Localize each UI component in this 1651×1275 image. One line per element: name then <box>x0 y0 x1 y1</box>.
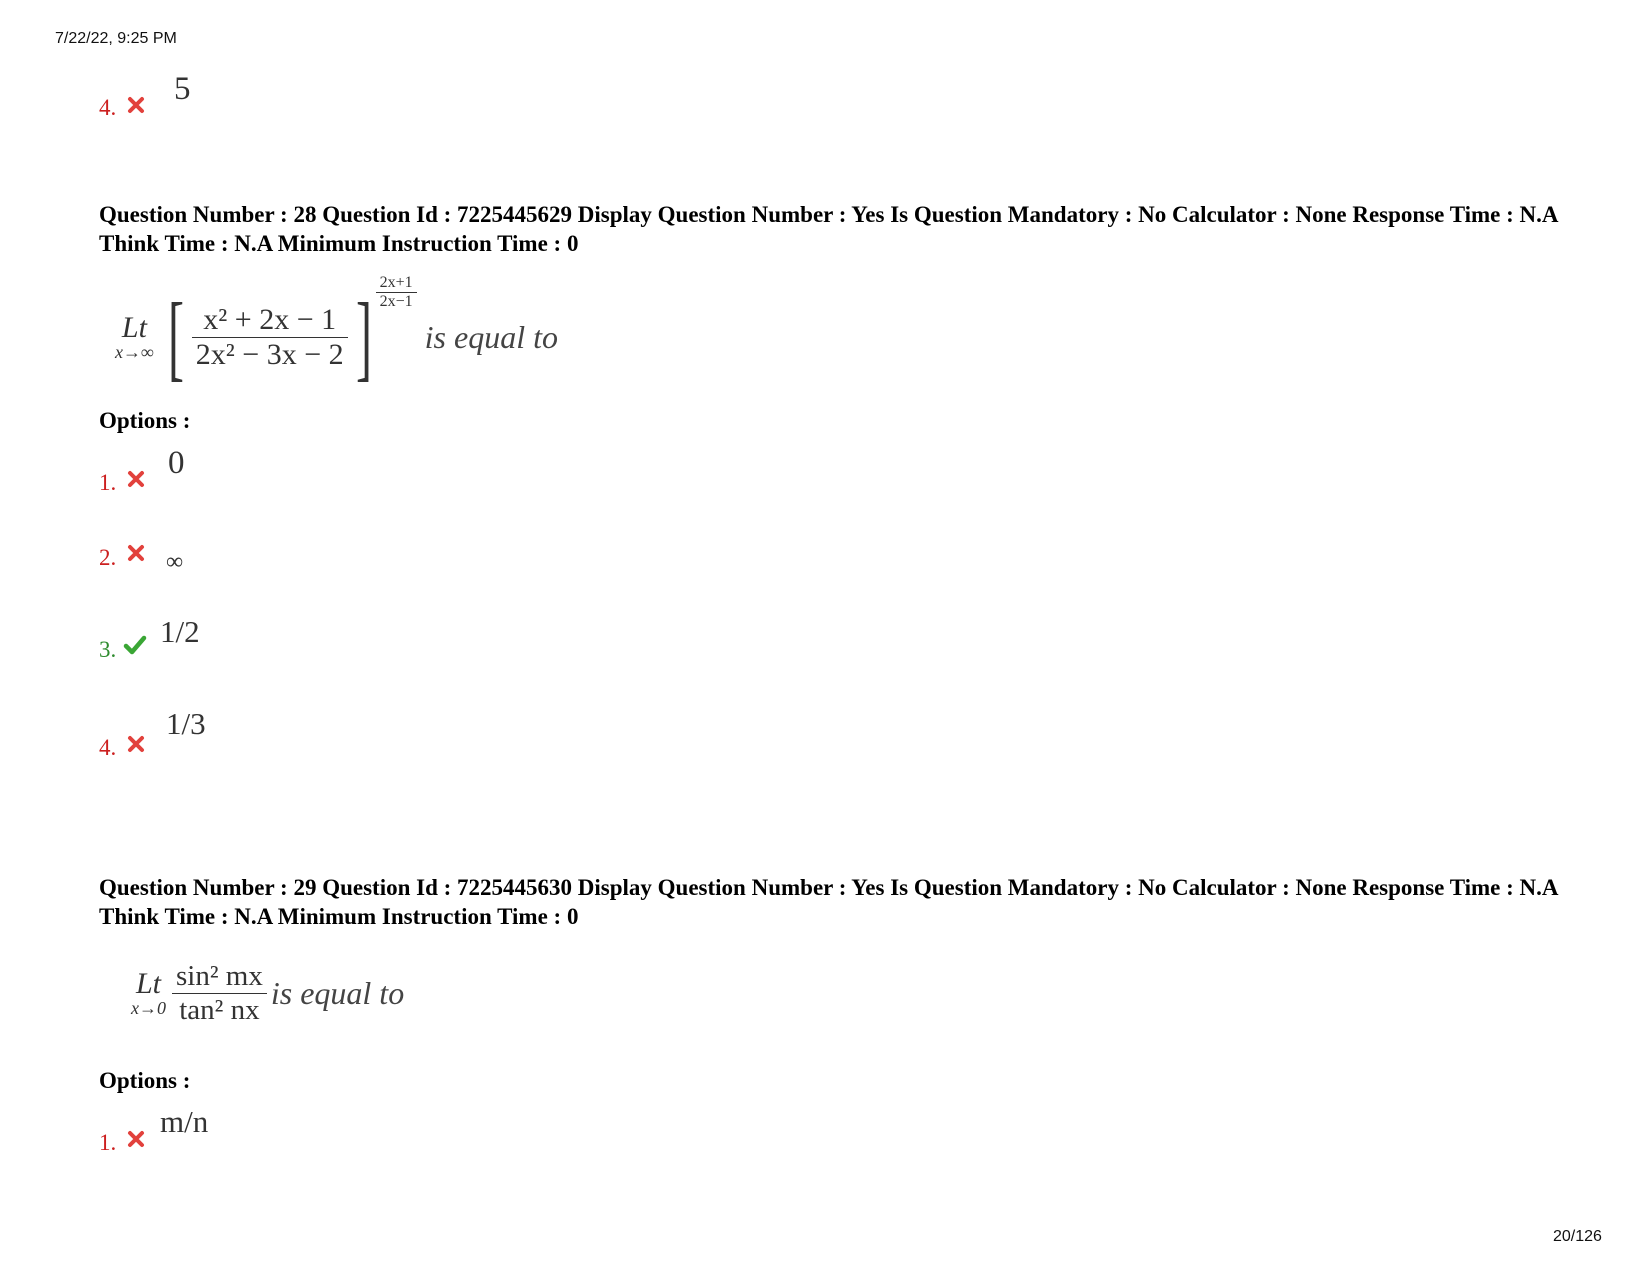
fraction: $\frac{\text{sin² mx}}{\text{tan² nx}}$ <box>172 960 267 1027</box>
cross-icon <box>127 544 145 562</box>
question-expression: Lt x→∞ [ $\frac{\text{x² + 2x − 1}}{\text{2x² − 3x − 2}}$ ] $\frac{2x+1}{2x-1}$ is equal to <box>115 274 558 390</box>
option-value: 5 <box>174 71 191 107</box>
option-value: 1/3 <box>166 706 206 741</box>
option-number: 4. <box>99 95 117 120</box>
cross-icon <box>127 470 145 488</box>
limit-operator: Lt x→∞ <box>115 311 154 362</box>
option-value: ∞ <box>166 549 184 575</box>
cross-icon <box>127 96 145 114</box>
option-number: 3. <box>99 637 117 662</box>
print-timestamp: 7/22/22, 9:25 PM <box>55 30 177 47</box>
options-label: Options : <box>99 1068 191 1093</box>
option-row <box>99 95 116 121</box>
question-expression: Lt x→0 $\frac{\text{sin² mx}}{\text{tan² nx}}$ is equal to <box>131 959 405 1026</box>
option-number: 1. <box>99 470 117 495</box>
option-row <box>99 545 116 571</box>
right-bracket: ] <box>355 283 372 390</box>
cross-icon <box>127 735 145 753</box>
option-row <box>99 735 116 761</box>
left-bracket: [ <box>167 283 184 390</box>
option-row <box>99 470 116 496</box>
check-icon <box>123 634 147 656</box>
question-header: Question Number : 29 Question Id : 7225445630 Display Question Number : Yes Is Question Mandatory : No Calculator : None Response Time : N.A Think Time : N.A Minimum Instruction Time : 0 <box>99 875 1558 929</box>
option-row <box>99 1130 116 1156</box>
option-value: 0 <box>168 445 185 481</box>
page-number: 20/126 <box>1553 1228 1602 1245</box>
options-label: Options : <box>99 408 191 433</box>
option-value: m/n <box>160 1104 209 1139</box>
cross-icon <box>127 1130 145 1148</box>
option-row <box>99 637 116 663</box>
option-number: 4. <box>99 735 117 760</box>
limit-operator: Lt x→0 <box>131 967 166 1018</box>
question-header: Question Number : 28 Question Id : 7225445629 Display Question Number : Yes Is Question Mandatory : No Calculator : None Response Time : N.A Think Time : N.A Minimum Instruction Time : 0 <box>99 202 1558 256</box>
option-number: 1. <box>99 1130 117 1155</box>
fraction: $\frac{\text{x² + 2x − 1}}{\text{2x² − 3x − 2}}$ <box>192 303 348 372</box>
exponent-fraction: $\frac{2x+1}{2x-1}$ <box>376 274 417 311</box>
option-value: 1/2 <box>160 614 200 649</box>
option-number: 2. <box>99 545 117 570</box>
